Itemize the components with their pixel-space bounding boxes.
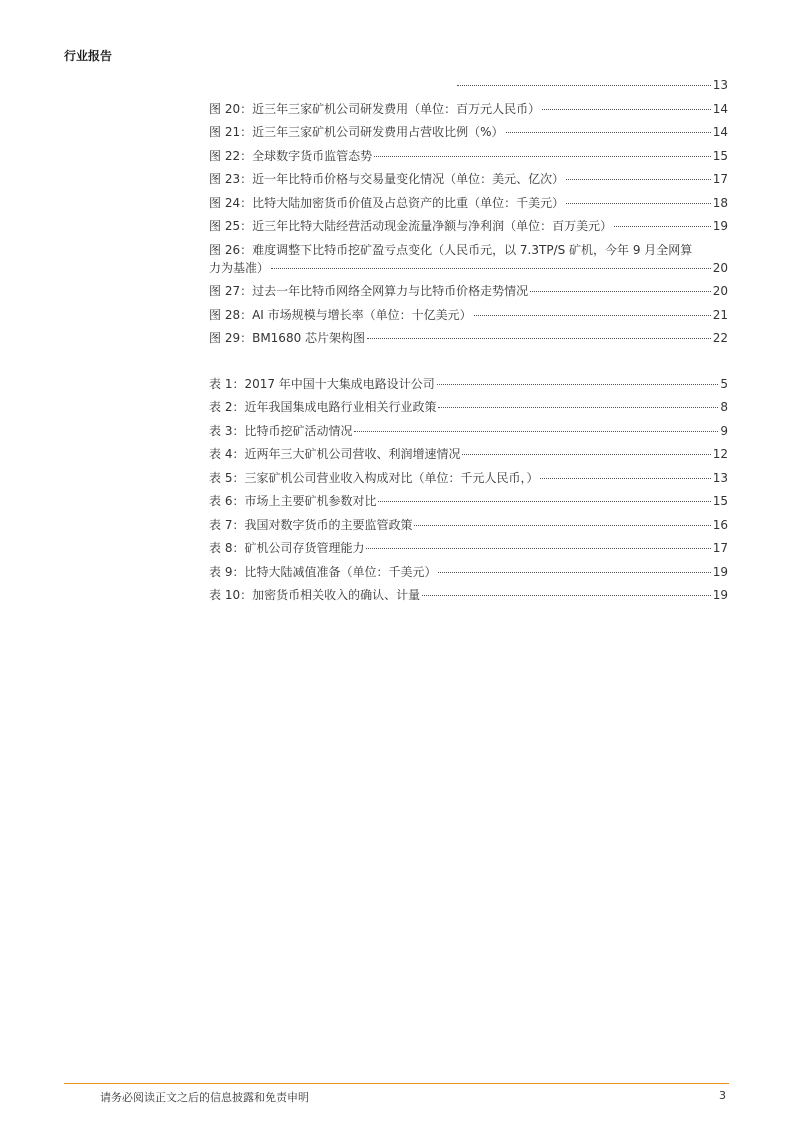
toc-page: 17 (712, 172, 728, 186)
toc-title: 表 4：近两年三大矿机公司营收、利润增速情况 (209, 447, 461, 461)
toc-row-figure[interactable] (209, 280, 728, 304)
toc-page: 5 (720, 376, 728, 391)
toc-title: 图 25：近三年比特大陆经营活动现金流量净额与净利润（单位：百万美元） (209, 219, 613, 233)
leader-dots (566, 203, 711, 204)
toc-page: 18 (712, 195, 728, 210)
toc-row-table[interactable] (209, 490, 728, 514)
toc-row-figure[interactable] (209, 145, 728, 169)
toc-page: 14 (712, 125, 728, 139)
toc-title: 图 22：全球数字货币监管态势 (209, 148, 373, 163)
toc-page: 19 (712, 219, 728, 233)
leader-dots (437, 384, 719, 385)
toc-row-figure[interactable] (209, 327, 728, 351)
toc-page: 22 (712, 331, 728, 345)
toc-title: 图 20：近三年三家矿机公司研发费用（单位：百万元人民币） (209, 101, 541, 116)
toc-title: 表 8：矿机公司存货管理能力 (209, 541, 365, 555)
toc-page: 19 (712, 588, 728, 602)
toc-row-table[interactable] (209, 420, 728, 444)
leader-dots (422, 595, 711, 596)
leader-dots (414, 525, 710, 526)
toc-page: 16 (712, 517, 728, 532)
toc-row-table[interactable] (209, 373, 728, 397)
toc-title: 表 3：比特币挖矿活动情况 (209, 423, 353, 438)
figure-list-continued (209, 280, 728, 351)
table-list (209, 373, 728, 608)
footer-rule (64, 1083, 729, 1084)
toc-title: 表 7：我国对数字货币的主要监管政策 (209, 517, 413, 532)
toc-page: 13 (712, 470, 728, 485)
leader-dots (271, 268, 711, 269)
leader-dots (374, 156, 711, 157)
toc-row-table[interactable] (209, 584, 728, 608)
report-type-label: 行业报告 (64, 49, 113, 63)
toc-row-figure-26-line1[interactable] (209, 239, 728, 257)
toc-row-table[interactable] (209, 514, 728, 538)
toc-row-figure[interactable] (209, 98, 728, 122)
toc-row-table[interactable] (209, 467, 728, 491)
toc-page: 15 (712, 148, 728, 163)
toc-page: 17 (712, 541, 728, 555)
toc-title: 图 27：过去一年比特币网络全网算力与比特币价格走势情况 (209, 284, 529, 298)
leader-dots (474, 315, 711, 316)
leader-dots (354, 431, 718, 432)
toc-title: 表 9：比特大陆减值准备（单位：千美元） (209, 564, 437, 579)
leader-dots (438, 407, 718, 408)
leader-dots (566, 179, 711, 180)
leader-dots (367, 338, 711, 339)
leader-dots (540, 478, 710, 479)
toc-title: 图 28：AI 市场规模与增长率（单位：十亿美元） (209, 307, 472, 322)
toc-row-table[interactable] (209, 561, 728, 585)
toc-title: 表 2：近年我国集成电路行业相关行业政策 (209, 400, 437, 414)
leader-dots (462, 454, 710, 455)
leader-dots (530, 291, 711, 292)
leader-dots (366, 548, 710, 549)
toc-page: 19 (712, 564, 728, 579)
leader-dots (457, 85, 711, 86)
figure-list (209, 98, 728, 239)
toc-row-figure[interactable] (209, 215, 728, 239)
toc-page: 21 (712, 307, 728, 322)
toc-row-table[interactable] (209, 443, 728, 467)
toc-page: 14 (712, 101, 728, 116)
toc-title: 表 6：市场上主要矿机参数对比 (209, 494, 377, 508)
toc-title: 表 5：三家矿机公司营业收入构成对比（单位：千元人民币，） (209, 470, 539, 485)
table-of-contents (209, 74, 728, 608)
toc-title: 表 10：加密货币相关收入的确认、计量 (209, 588, 421, 602)
toc-title: 表 1：2017 年中国十大集成电路设计公司 (209, 376, 435, 391)
toc-row-figure[interactable] (209, 168, 728, 192)
leader-dots (438, 572, 710, 573)
section-gap (209, 351, 728, 373)
leader-dots (378, 501, 710, 502)
leader-dots (506, 132, 711, 133)
toc-page: 8 (720, 400, 728, 414)
toc-title: 图 24：比特大陆加密货币价值及占总资产的比重（单位：千美元） (209, 195, 565, 210)
toc-page: 20 (712, 284, 728, 298)
toc-page: 20 (712, 260, 728, 275)
toc-page: 12 (712, 447, 728, 461)
toc-row-table[interactable] (209, 396, 728, 420)
page-number: 3 (719, 1089, 726, 1102)
leader-dots (614, 226, 711, 227)
toc-page: 15 (712, 494, 728, 508)
leader-dots (542, 109, 711, 110)
toc-title: 图 26：难度调整下比特币挖矿盈亏点变化（人民币元，以 7.3TP/S 矿机，今年 9 月全网算 (209, 242, 693, 257)
toc-page: 9 (720, 423, 728, 438)
toc-row-figure[interactable] (209, 192, 728, 216)
toc-row-figure[interactable] (209, 304, 728, 328)
toc-page: 13 (712, 78, 728, 92)
toc-row-figure[interactable] (209, 121, 728, 145)
toc-title: 图 21：近三年三家矿机公司研发费用占营收比例（%） (209, 125, 504, 139)
toc-title: 图 23：近一年比特币价格与交易量变化情况（单位：美元、亿次） (209, 172, 565, 186)
toc-title: 力为基准） (209, 260, 270, 275)
toc-row-table[interactable] (209, 537, 728, 561)
toc-title: 图 29：BM1680 芯片架构图 (209, 331, 366, 345)
footer-disclaimer: 请务必阅读正文之后的信息披露和免责申明 (100, 1091, 309, 1104)
toc-row-continued[interactable] (209, 74, 728, 98)
